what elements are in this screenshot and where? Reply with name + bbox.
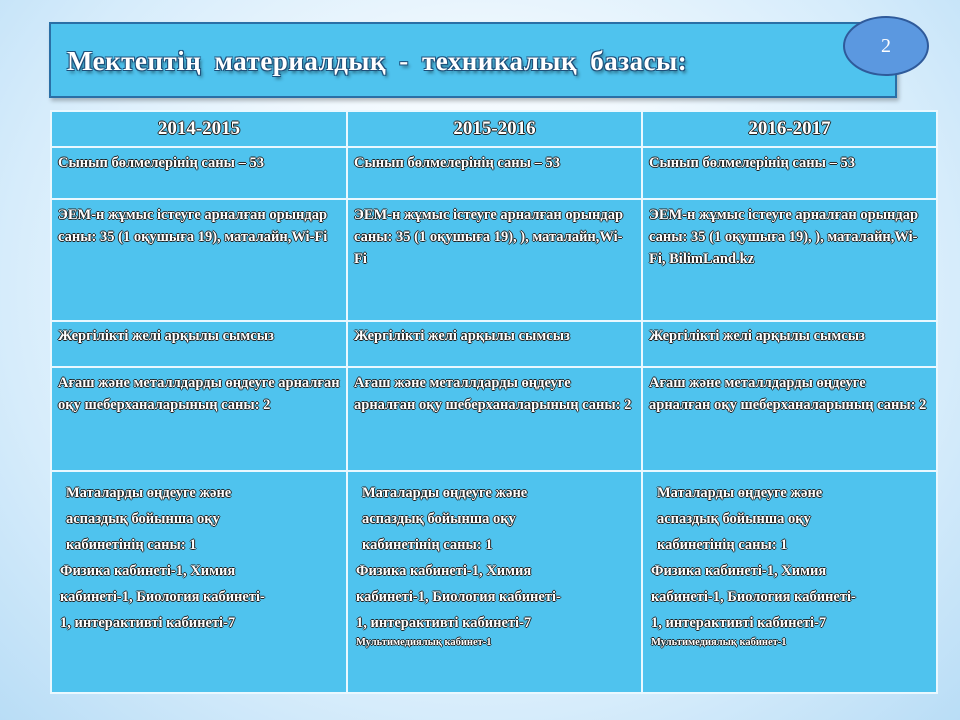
cell-line: 1, интерактивті кабинеті-7 <box>60 615 236 631</box>
table-cell: Ағаш және металлдарды өңдеуге арналған оқу шеберханаларының саны: 2 <box>51 367 347 471</box>
table-row <box>51 471 937 693</box>
table-cell: ЭЕМ-н жұмыс істеуге арналған орындар саны: 35 (1 оқушыға 19), ), маталайн,Wi-Fi, BilimLand.kz <box>642 199 937 321</box>
cell-line: кабинеті-1, Биология кабинеті- <box>651 589 856 605</box>
cell-line: Маталарды өңдеуге және <box>66 485 232 501</box>
table-cell: Сынып бөлмелерінің саны – 53 <box>642 147 937 199</box>
table-row <box>51 147 937 199</box>
cell-line: Физика кабинеті-1, Химия <box>651 563 827 579</box>
cell-line: Физика кабинеті-1, Химия <box>356 563 532 579</box>
table-cell: ЭЕМ-н жұмыс істеуге арналған орындар саны: 35 (1 оқушыға 19), ), маталайн,Wi-Fi <box>347 199 642 321</box>
facilities-table <box>50 110 938 694</box>
cell-line: 1, интерактивті кабинеті-7 <box>356 615 532 631</box>
cell-line: 1, интерактивті кабинеті-7 <box>651 615 827 631</box>
cell-line: Маталарды өңдеуге және <box>657 485 823 501</box>
table-cell: Жергілікті желі арқылы сымсыз <box>51 321 347 367</box>
column-header: 2015-2016 <box>347 111 642 147</box>
cell-line: Маталарды өңдеуге және <box>362 485 528 501</box>
column-header: 2016-2017 <box>642 111 937 147</box>
table-cell <box>642 471 937 693</box>
cell-line: кабинеті-1, Биология кабинеті- <box>60 589 265 605</box>
cell-line: кабинетінің саны: 1 <box>657 537 788 553</box>
table-cell: Ағаш және металлдарды өңдеуге арналған оқу шеберханаларының саны: 2 <box>347 367 642 471</box>
cell-line: аспаздық бойынша оқу <box>66 511 220 527</box>
table-row <box>51 321 937 367</box>
table-header-row <box>51 111 937 147</box>
table-cell: Сынып бөлмелерінің саны – 53 <box>347 147 642 199</box>
multimedia-note: Мультимедиялық кабинет-1 <box>356 637 492 648</box>
cell-line: аспаздық бойынша оқу <box>362 511 516 527</box>
table-cell <box>51 471 347 693</box>
cell-line: кабинетінің саны: 1 <box>362 537 493 553</box>
table-cell: ЭЕМ-н жұмыс істеуге арналған орындар саны: 35 (1 оқушыға 19), маталайн,Wi-Fi <box>51 199 347 321</box>
table-cell: Жергілікті желі арқылы сымсыз <box>347 321 642 367</box>
table-cell: Жергілікті желі арқылы сымсыз <box>642 321 937 367</box>
page-number-badge: 2 <box>843 16 929 76</box>
table-row <box>51 367 937 471</box>
title-banner <box>49 22 897 98</box>
page-title: Мектептің материалдық - техникалық базасы: <box>67 46 688 76</box>
cell-line: кабинетінің саны: 1 <box>66 537 197 553</box>
table-row <box>51 199 937 321</box>
cell-line: кабинеті-1, Биология кабинеті- <box>356 589 561 605</box>
table-cell: Ағаш және металлдарды өңдеуге арналған оқу шеберханаларының саны: 2 <box>642 367 937 471</box>
cell-line: Физика кабинеті-1, Химия <box>60 563 236 579</box>
table-cell: Сынып бөлмелерінің саны – 53 <box>51 147 347 199</box>
column-header: 2014-2015 <box>51 111 347 147</box>
table-cell <box>347 471 642 693</box>
cell-line: аспаздық бойынша оқу <box>657 511 811 527</box>
multimedia-note: Мультимедиялық кабинет-1 <box>651 637 787 648</box>
